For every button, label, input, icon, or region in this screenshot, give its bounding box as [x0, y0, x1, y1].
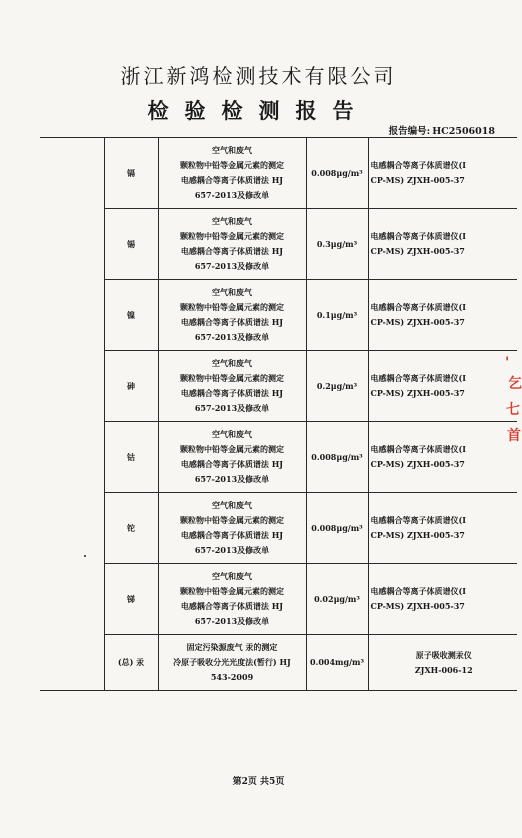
method-standard-cell — [158, 138, 306, 209]
method-line: 电感耦合等离子体质谱法 HJ — [180, 317, 284, 327]
test-method-table — [40, 137, 522, 691]
method-standard-cell — [158, 422, 306, 493]
method-line: 颗粒物中铅等金属元素的测定 — [180, 373, 284, 383]
table-row — [40, 635, 517, 691]
blank-category-cell — [40, 138, 104, 691]
method-standard-cell — [158, 209, 306, 280]
method-line: 电感耦合等离子体质谱法 HJ — [180, 459, 284, 469]
method-line: 电感耦合等离子体质谱法 HJ — [180, 388, 284, 398]
test-item-cell: 镉 — [104, 138, 158, 209]
method-standard-cell — [158, 280, 306, 351]
instrument-line: 电感耦合等离子体质谱仪(I — [370, 586, 467, 596]
method-line: 空气和废气 — [212, 216, 252, 226]
instrument-cell — [368, 209, 517, 280]
method-line: 657-2013及修改单 — [194, 545, 270, 555]
method-line: 657-2013及修改单 — [194, 332, 270, 342]
method-line: 657-2013及修改单 — [194, 190, 270, 200]
instrument-cell — [368, 493, 517, 564]
instrument-cell — [368, 635, 517, 691]
detection-limit-cell: 0.004mg/m³ — [306, 635, 368, 691]
instrument-line: ZJXH-006-12 — [414, 664, 473, 675]
instrument-line: CP-MS) ZJXH-005-37 — [370, 317, 465, 327]
method-line: 电感耦合等离子体质谱法 HJ — [180, 246, 284, 256]
method-line: 657-2013及修改单 — [194, 403, 270, 413]
instrument-cell — [368, 351, 517, 422]
test-item-cell: 锡 — [104, 209, 158, 280]
page-number: 第2页 共5页 — [232, 777, 285, 787]
table-row — [40, 280, 517, 351]
instrument-line: 电感耦合等离子体质谱仪(I — [370, 231, 467, 241]
method-line: 空气和废气 — [212, 429, 252, 439]
detection-limit-cell: 0.008μg/m³ — [306, 138, 368, 209]
test-item-cell: (总) 汞 — [104, 635, 158, 691]
instrument-cell — [368, 564, 517, 635]
test-item-cell: 铊 — [104, 493, 158, 564]
instrument-line: 电感耦合等离子体质谱仪(I — [370, 160, 467, 170]
method-line: 空气和废气 — [212, 145, 252, 155]
method-line: 颗粒物中铅等金属元素的测定 — [180, 515, 284, 525]
method-line: 空气和废气 — [212, 287, 252, 297]
method-standard-cell — [158, 564, 306, 635]
red-seal-stamp-fragment: ' 乞 七 首 — [505, 355, 522, 444]
method-line: 657-2013及修改单 — [194, 616, 270, 626]
method-line: 空气和废气 — [212, 571, 252, 581]
instrument-line: 电感耦合等离子体质谱仪(I — [370, 444, 467, 454]
report-number-value: HC2506018 — [432, 126, 495, 137]
detection-limit-cell: 0.3μg/m³ — [306, 209, 368, 280]
company-name: 浙江新鸿检测技术有限公司 — [120, 64, 397, 88]
report-number — [389, 123, 495, 137]
test-item-cell: 砷 — [104, 351, 158, 422]
table-row — [40, 422, 517, 493]
test-item-cell: 镍 — [104, 280, 158, 351]
detection-limit-cell: 0.02μg/m³ — [306, 564, 368, 635]
instrument-line: CP-MS) ZJXH-005-37 — [370, 246, 465, 256]
method-line: 冷原子吸收分光光度法(暂行) HJ — [173, 657, 291, 667]
method-line: 颗粒物中铅等金属元素的测定 — [180, 160, 284, 170]
table-row — [40, 493, 517, 564]
method-standard-cell — [158, 635, 306, 691]
instrument-line: CP-MS) ZJXH-005-37 — [370, 459, 465, 469]
test-item-cell: 钴 — [104, 422, 158, 493]
method-line: 657-2013及修改单 — [194, 261, 270, 271]
method-line: 空气和废气 — [212, 500, 252, 510]
instrument-line: CP-MS) ZJXH-005-37 — [370, 388, 465, 398]
method-line: 颗粒物中铅等金属元素的测定 — [180, 586, 284, 596]
report-number-label: 报告编号: — [388, 126, 431, 137]
method-line: 固定污染源废气 汞的测定 — [186, 642, 278, 652]
method-standard-cell — [158, 493, 306, 564]
test-item-cell: 锑 — [104, 564, 158, 635]
method-line: 电感耦合等离子体质谱法 HJ — [180, 175, 284, 185]
instrument-cell — [368, 138, 517, 209]
instrument-line: CP-MS) ZJXH-005-37 — [370, 530, 465, 540]
method-standard-cell — [158, 351, 306, 422]
method-line: 543-2009 — [210, 672, 254, 682]
detection-limit-cell: 0.008μg/m³ — [306, 493, 368, 564]
table-row — [40, 209, 517, 280]
instrument-line: 电感耦合等离子体质谱仪(I — [370, 515, 467, 525]
table-row — [40, 351, 517, 422]
document-title: 检验检测报告 — [147, 99, 370, 123]
detection-limit-cell: 0.2μg/m³ — [306, 351, 368, 422]
method-line: 657-2013及修改单 — [194, 474, 270, 484]
method-line: 颗粒物中铅等金属元素的测定 — [180, 444, 284, 454]
instrument-cell — [368, 422, 517, 493]
scan-speck — [84, 555, 86, 557]
method-line: 电感耦合等离子体质谱法 HJ — [180, 530, 284, 540]
detection-limit-cell: 0.1μg/m³ — [306, 280, 368, 351]
instrument-line: 电感耦合等离子体质谱仪(I — [370, 373, 467, 383]
instrument-line: 电感耦合等离子体质谱仪(I — [370, 302, 467, 312]
method-line: 电感耦合等离子体质谱法 HJ — [180, 601, 284, 611]
method-line: 颗粒物中铅等金属元素的测定 — [180, 302, 284, 312]
table-row — [40, 564, 517, 635]
detection-limit-cell: 0.008μg/m³ — [306, 422, 368, 493]
instrument-cell — [368, 280, 517, 351]
method-line: 空气和废气 — [212, 358, 252, 368]
instrument-line: CP-MS) ZJXH-005-37 — [370, 601, 465, 611]
instrument-line: CP-MS) ZJXH-005-37 — [370, 175, 465, 185]
table-row — [40, 138, 517, 209]
instrument-line: 原子吸收测汞仪 — [415, 649, 472, 660]
method-line: 颗粒物中铅等金属元素的测定 — [180, 231, 284, 241]
